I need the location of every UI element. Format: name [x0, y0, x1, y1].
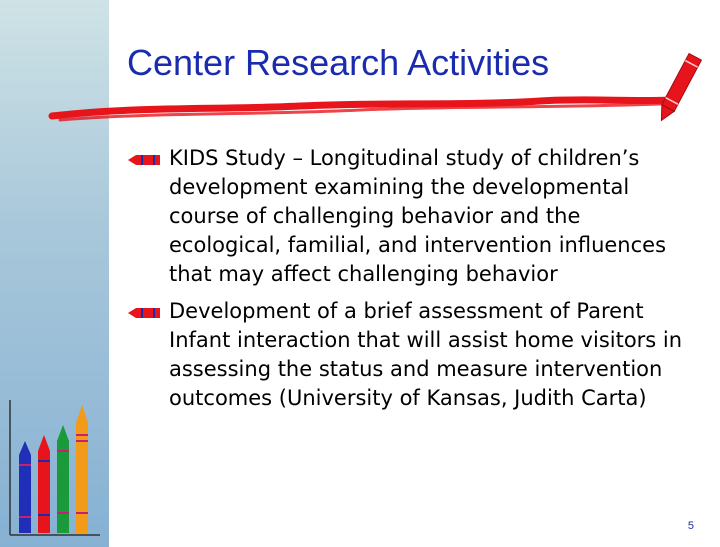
crayon-chart-icon — [0, 395, 110, 547]
slide-title: Center Research Activities — [127, 42, 550, 83]
bullet-list — [128, 144, 698, 421]
crayon-bullet-icon — [128, 307, 162, 319]
bullet-text: KIDS Study – Longitudinal study of children’s development examining the developmental course of challenging behavior and the ecological, familial, and intervention influences that may affect challenging behavior — [169, 146, 667, 286]
bullet-text: Development of a brief assessment of Parent Infant interaction that will assist home visitors in assessing the status and measure intervention outcomes (University of Kansas, Judith Carta) — [169, 299, 683, 410]
page-number: 5 — [687, 520, 694, 532]
bullet-item — [128, 144, 698, 289]
crayon-bullet-icon — [128, 154, 162, 166]
bullet-item — [128, 297, 698, 413]
red-pencil-icon — [655, 54, 701, 124]
title-underline — [0, 0, 720, 140]
